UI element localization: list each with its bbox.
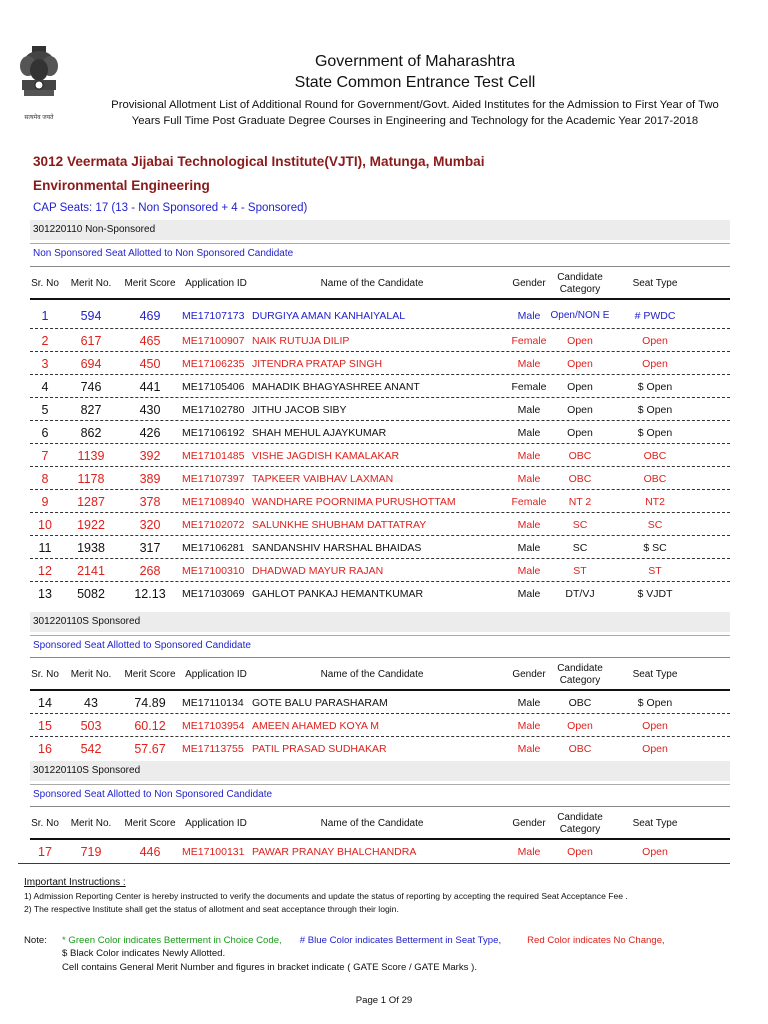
cell-cat: Open [567, 719, 593, 732]
col-category: Candidate Category [557, 663, 603, 686]
col-sr: Sr. No [31, 669, 59, 680]
cell-gender: Male [517, 564, 541, 577]
cell-name: MAHADIK BHAGYASHREE ANANT [252, 380, 420, 393]
note-blue: # Blue Color indicates Betterment in Seat Type, [299, 935, 502, 946]
cell-name: TAPKEER VAIBHAV LAXMAN [252, 472, 394, 485]
note-black: $ Black Color indicates Newly Allotted. [62, 948, 226, 959]
cell-seat: $ Open [637, 696, 673, 709]
cell-cat: DT/VJ [565, 587, 595, 600]
cell-app: ME17105406 [182, 380, 245, 393]
col-score: Merit Score [124, 669, 176, 680]
cell-seat: $ Open [637, 426, 673, 439]
cell-gender: Male [517, 719, 541, 732]
cell-score: 426 [139, 425, 161, 440]
cell-score: 317 [139, 540, 161, 555]
cell-cat: Open [567, 357, 593, 370]
cell-merit: 827 [80, 402, 102, 417]
table-row [30, 840, 730, 863]
note-red: Red Color indicates No Change, [527, 935, 665, 946]
cell-score: 450 [139, 356, 161, 371]
cell-sr: 12 [38, 563, 52, 578]
cell-sr: 11 [38, 540, 52, 555]
cell-cat: Open/NON E [550, 310, 610, 321]
section-title: Sponsored Seat Allotted to Sponsored Candidate [30, 635, 730, 655]
cell-app: ME17103954 [182, 719, 245, 732]
cell-seat: $ Open [637, 403, 673, 416]
cell-score: 57.67 [134, 741, 166, 756]
note-cell: Cell contains General Merit Number and figures in bracket indicate ( GATE Score / GATE Marks ). [62, 962, 477, 973]
cell-score: 60.12 [134, 718, 166, 733]
cell-name: AMEEN AHAMED KOYA M [252, 719, 379, 732]
cell-app: ME17100131 [182, 845, 245, 858]
cell-name: SANDANSHIV HARSHAL BHAIDAS [252, 541, 422, 554]
cell-name: GOTE BALU PARASHARAM [252, 696, 388, 709]
col-category: Candidate Category [557, 272, 603, 295]
cell-sr: 2 [41, 333, 49, 348]
cell-app: ME17106235 [182, 357, 245, 370]
cell-gender: Male [517, 472, 541, 485]
cell-name: DURGIYA AMAN KANHAIYALAL [252, 310, 406, 322]
cell-seat: Open [642, 334, 668, 347]
cell-sr: 6 [41, 425, 49, 440]
cell-sr: 3 [41, 356, 49, 371]
cell-seat: Open [642, 742, 668, 755]
instruction-item: 1) Admission Reporting Center is hereby instructed to verify the documents and update the status of reporting by accepting the required Seat Acceptance Fee . [24, 891, 628, 901]
instruction-item: 2) The respective Institute shall get the status of allotment and seat acceptance through their login. [24, 904, 399, 914]
cell-app: ME17113755 [182, 742, 244, 755]
cell-merit: 719 [80, 844, 102, 859]
cell-app: ME17107173 [182, 310, 245, 322]
cell-merit: 1287 [77, 494, 105, 509]
note-green: * Green Color indicates Betterment in Choice Code, [62, 935, 282, 946]
table-header [30, 266, 730, 300]
cell-gender: Male [517, 310, 541, 322]
section-code: 301220110S Sponsored [30, 612, 730, 632]
cell-merit: 594 [80, 309, 102, 323]
cell-app: ME17102780 [182, 403, 245, 416]
col-score: Merit Score [124, 278, 176, 289]
cell-seat: $ SC [643, 541, 667, 554]
cell-app: ME17108940 [182, 495, 245, 508]
cell-name: SHAH MEHUL AJAYKUMAR [252, 426, 387, 439]
cell-sr: 15 [38, 718, 52, 733]
cell-sr: 13 [38, 586, 52, 601]
col-name: Name of the Candidate [320, 278, 424, 289]
cell-seat: Open [642, 845, 668, 858]
cell-name: PAWAR PRANAY BHALCHANDRA [252, 845, 417, 858]
table-row [30, 691, 730, 714]
cell-merit: 862 [80, 425, 102, 440]
col-merit: Merit No. [70, 818, 112, 829]
cell-score: 446 [139, 844, 161, 859]
col-name: Name of the Candidate [320, 818, 424, 829]
cell-score: 441 [139, 379, 161, 394]
cell-gender: Male [517, 587, 541, 600]
cell-cat: OBC [568, 449, 592, 462]
cell-sr: 14 [38, 695, 52, 710]
cell-sr: 17 [38, 844, 52, 859]
cell-name: JITHU JACOB SIBY [252, 403, 347, 416]
cell-app: ME17103069 [182, 587, 245, 600]
page-number: Page 1 Of 29 [355, 995, 413, 1006]
cell-name: PATIL PRASAD SUDHAKAR [252, 742, 387, 755]
col-gender: Gender [512, 818, 546, 829]
cell-app: ME17101485 [182, 449, 245, 462]
table-row [30, 352, 730, 375]
cell-sr: 7 [41, 448, 49, 463]
table-header [30, 806, 730, 840]
section-code: 301220110 Non-Sponsored [30, 220, 730, 240]
col-seat: Seat Type [632, 278, 678, 289]
cell-seat: NT2 [645, 495, 665, 508]
cell-seat: Open [642, 719, 668, 732]
cell-gender: Male [517, 845, 541, 858]
table-row [30, 303, 730, 329]
cell-name: VISHE JAGDISH KAMALAKAR [252, 449, 400, 462]
cell-score: 430 [139, 402, 161, 417]
cell-cat: Open [567, 380, 593, 393]
section-title: Sponsored Seat Allotted to Non Sponsored Candidate [30, 784, 730, 804]
cell-gender: Male [517, 449, 541, 462]
col-seat: Seat Type [632, 818, 678, 829]
cell-score: 389 [139, 471, 161, 486]
table-row [30, 398, 730, 421]
cell-gender: Male [517, 518, 541, 531]
cell-score: 74.89 [134, 695, 166, 710]
section-code: 301220110S Sponsored [30, 761, 730, 781]
cell-name: WANDHARE POORNIMA PURUSHOTTAM [252, 495, 456, 508]
table-row [30, 467, 730, 490]
cell-gender: Male [517, 403, 541, 416]
cell-merit: 43 [84, 695, 98, 710]
table-row [30, 582, 730, 605]
cell-gender: Male [517, 541, 541, 554]
cell-score: 268 [139, 563, 161, 578]
cell-seat: OBC [643, 449, 667, 462]
table-row [30, 737, 730, 760]
cell-seat: SC [647, 518, 663, 531]
cell-cat: Open [567, 426, 593, 439]
note-label: Note: [24, 935, 47, 946]
cell-merit: 1178 [77, 471, 105, 486]
cell-merit: 617 [80, 333, 102, 348]
cell-app: ME17107397 [182, 472, 245, 485]
table-row [30, 444, 730, 467]
cell-merit: 503 [80, 718, 102, 733]
cell-app: ME17102072 [182, 518, 245, 531]
course-name: Environmental Engineering [33, 178, 210, 193]
table-row [30, 536, 730, 559]
col-category: Candidate Category [557, 812, 603, 835]
document-header [70, 52, 760, 129]
cap-seats: CAP Seats: 17 (13 - Non Sponsored + 4 - Sponsored) [33, 202, 308, 214]
col-seat: Seat Type [632, 669, 678, 680]
table-row [30, 490, 730, 513]
cell-app: ME17110134 [182, 696, 244, 709]
cell-sr: 10 [38, 517, 52, 532]
cell-seat: OBC [643, 472, 667, 485]
cell-merit: 542 [80, 741, 102, 756]
cell-app: ME17100907 [182, 334, 245, 347]
col-merit: Merit No. [70, 278, 112, 289]
instructions-heading: Important Instructions : [24, 877, 126, 888]
cell-merit: 2141 [77, 563, 105, 578]
section-title: Non Sponsored Seat Allotted to Non Sponsored Candidate [30, 243, 730, 263]
cell-merit: 694 [80, 356, 102, 371]
cell-name: NAIK RUTUJA DILIP [252, 334, 350, 347]
cell-name: SALUNKHE SHUBHAM DATTATRAY [252, 518, 427, 531]
table-row [30, 329, 730, 352]
cell-sr: 1 [41, 309, 49, 323]
cell-score: 392 [139, 448, 161, 463]
table-header [30, 657, 730, 691]
col-merit: Merit No. [70, 669, 112, 680]
cell-cat: OBC [568, 742, 592, 755]
list-description-line-2: Years Full Time Post Graduate Degree Courses in Engineering and Technology for the Academic Year 2017-2018 [131, 115, 699, 127]
color-legend-note [24, 934, 665, 947]
col-gender: Gender [512, 278, 546, 289]
government-title: Government of Maharashtra [314, 53, 516, 70]
col-app: Application ID [185, 818, 247, 829]
cell-seat: Open [642, 357, 668, 370]
cell-sr: 8 [41, 471, 49, 486]
cell-gender: Male [517, 426, 541, 439]
institute-name: 3012 Veermata Jijabai Technological Institute(VJTI), Matunga, Mumbai [33, 154, 485, 169]
cell-gender: Female [511, 495, 547, 508]
cell-cat: Open [567, 334, 593, 347]
cell-name: DHADWAD MAYUR RAJAN [252, 564, 384, 577]
cell-sr: 4 [41, 379, 49, 394]
table-row [30, 375, 730, 398]
cell-merit: 1922 [77, 517, 105, 532]
cell-gender: Male [517, 742, 541, 755]
cell-app: ME17106192 [182, 426, 245, 439]
cell-app: ME17100310 [182, 564, 245, 577]
list-description [70, 97, 760, 129]
cell-name: GAHLOT PANKAJ HEMANTKUMAR [252, 587, 424, 600]
cell-cat: OBC [568, 696, 592, 709]
cell-cat: Open [567, 403, 593, 416]
cell-cat: Open [567, 845, 593, 858]
cell-title: State Common Entrance Test Cell [294, 74, 536, 91]
cell-seat: ST [648, 564, 662, 577]
cell-cat: ST [573, 564, 587, 577]
cell-score: 469 [139, 309, 161, 323]
col-sr: Sr. No [31, 818, 59, 829]
cell-cat: SC [572, 541, 588, 554]
cell-cat: OBC [568, 472, 592, 485]
cell-seat: $ VJDT [637, 587, 673, 600]
cell-score: 320 [139, 517, 161, 532]
col-name: Name of the Candidate [320, 669, 424, 680]
table-row [30, 559, 730, 582]
cell-gender: Female [511, 380, 547, 393]
list-description-line-1: Provisional Allotment List of Additional Round for Government/Govt. Aided Institutes for the Admission to First Year of Two [111, 99, 719, 111]
cell-merit: 1139 [77, 448, 105, 463]
col-app: Application ID [185, 278, 247, 289]
cell-merit: 746 [80, 379, 102, 394]
emblem-motto: सत्यमेव जयते [24, 115, 54, 121]
cell-sr: 16 [38, 741, 52, 756]
cell-gender: Male [517, 357, 541, 370]
state-emblem [14, 44, 64, 121]
cell-cat: NT 2 [568, 495, 592, 508]
cell-seat: # PWDC [634, 310, 676, 322]
cell-name: JITENDRA PRATAP SINGH [252, 357, 383, 370]
col-score: Merit Score [124, 818, 176, 829]
table-row [30, 513, 730, 536]
col-app: Application ID [185, 669, 247, 680]
table-end-rule [18, 863, 730, 864]
cell-merit: 1938 [77, 540, 105, 555]
cell-merit: 5082 [77, 586, 105, 601]
col-gender: Gender [512, 669, 546, 680]
cell-gender: Male [517, 696, 541, 709]
cell-cat: SC [572, 518, 588, 531]
col-sr: Sr. No [31, 278, 59, 289]
cell-score: 12.13 [134, 586, 166, 601]
cell-score: 378 [139, 494, 161, 509]
cell-score: 465 [139, 333, 161, 348]
table-row [30, 421, 730, 444]
cell-app: ME17106281 [182, 541, 245, 554]
cell-sr: 5 [41, 402, 49, 417]
table-row [30, 714, 730, 737]
cell-sr: 9 [41, 494, 49, 509]
cell-gender: Female [511, 334, 547, 347]
cell-seat: $ Open [637, 380, 673, 393]
